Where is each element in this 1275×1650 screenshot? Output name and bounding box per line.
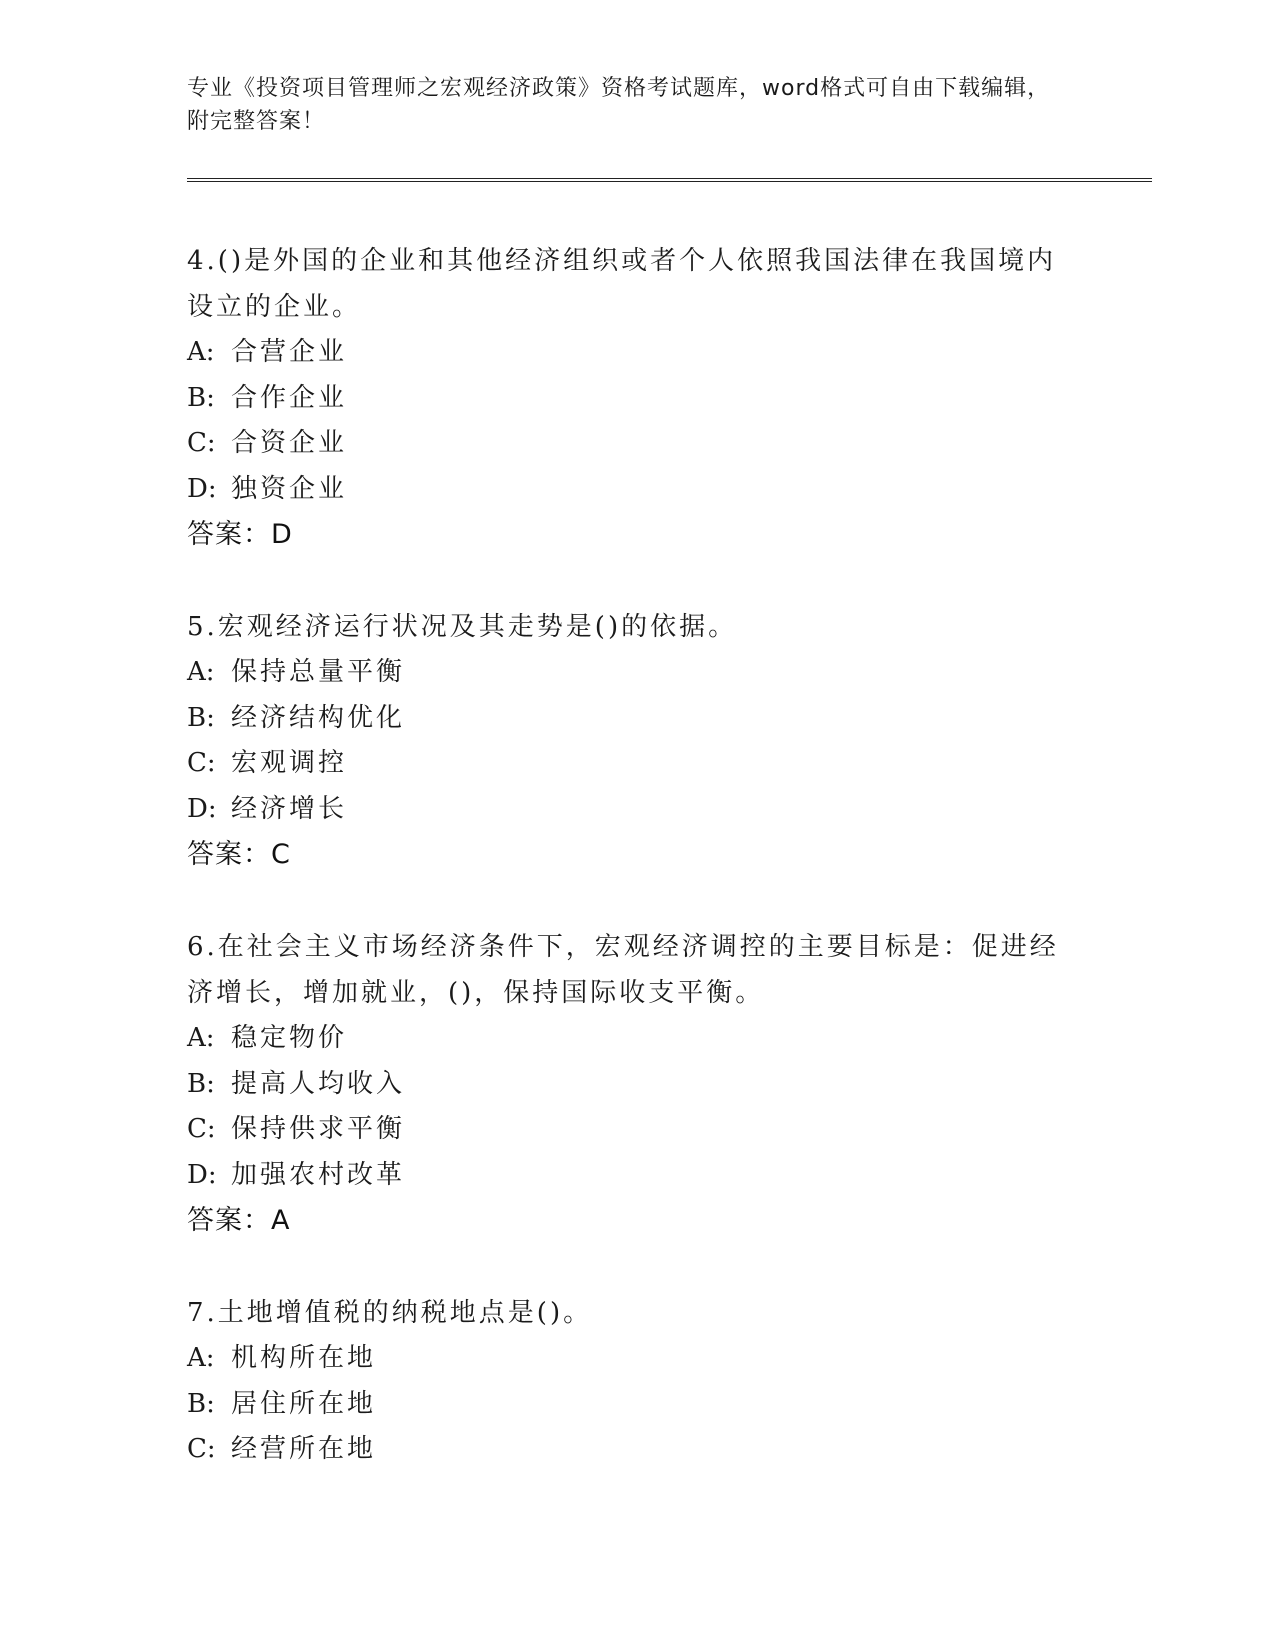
option-b	[187, 376, 1152, 422]
option-letter: C:	[187, 748, 216, 778]
question-5	[187, 604, 1152, 878]
option-letter: B:	[187, 1388, 215, 1419]
document-page	[187, 72, 1152, 1519]
option-text: 加强农村改革	[231, 1159, 406, 1190]
option-letter: C:	[187, 1434, 216, 1464]
question-6	[187, 924, 1152, 1244]
option-text: 保持供求平衡	[231, 1114, 406, 1144]
option-letter: D:	[187, 793, 217, 824]
question-stem: 7.土地增值税的纳税地点是()。	[187, 1298, 593, 1328]
option-b	[187, 696, 1152, 742]
option-text: 经济结构优化	[231, 702, 406, 733]
option-letter: A:	[187, 1343, 215, 1373]
option-c	[187, 741, 1152, 787]
option-text: 机构所在地	[231, 1343, 377, 1373]
option-letter: B:	[187, 382, 215, 413]
option-letter: A:	[187, 337, 215, 367]
option-d	[187, 467, 1152, 513]
option-letter: B:	[187, 1068, 215, 1099]
option-letter: C:	[187, 428, 216, 458]
option-letter: D:	[187, 473, 217, 504]
option-letter: D:	[187, 1159, 217, 1190]
option-b	[187, 1062, 1152, 1108]
answer-line: 答案：D	[187, 519, 293, 550]
option-c	[187, 1107, 1152, 1153]
option-d	[187, 787, 1152, 833]
header-divider	[187, 178, 1152, 182]
document-header: 专业《投资项目管理师之宏观经济政策》资格考试题库，word格式可自由下载编辑，附完整答案！	[187, 76, 1051, 134]
option-text: 经营所在地	[231, 1434, 377, 1464]
question-7	[187, 1290, 1152, 1473]
option-c	[187, 1427, 1152, 1473]
option-text: 独资企业	[231, 473, 348, 504]
option-b	[187, 1382, 1152, 1428]
question-stem: 6.在社会主义市场经济条件下，宏观经济调控的主要目标是：促进经济增长，增加就业，()，保持国际收支平衡。	[187, 932, 1059, 1008]
option-a	[187, 1336, 1152, 1382]
question-list	[187, 238, 1152, 1473]
option-letter: A:	[187, 657, 215, 687]
question-stem: 5.宏观经济运行状况及其走势是()的依据。	[187, 612, 738, 642]
option-text: 保持总量平衡	[231, 657, 406, 687]
option-letter: C:	[187, 1114, 216, 1144]
option-letter: A:	[187, 1023, 215, 1053]
option-letter: B:	[187, 702, 215, 733]
answer-line: 答案：C	[187, 839, 291, 870]
option-text: 合资企业	[231, 428, 348, 458]
option-a	[187, 330, 1152, 376]
option-a	[187, 1016, 1152, 1062]
answer-line: 答案：A	[187, 1205, 291, 1236]
option-c	[187, 421, 1152, 467]
question-4	[187, 238, 1152, 558]
option-text: 提高人均收入	[231, 1068, 406, 1099]
option-text: 合营企业	[231, 337, 348, 367]
option-text: 合作企业	[231, 382, 348, 413]
option-text: 经济增长	[231, 793, 348, 824]
question-stem: 4.()是外国的企业和其他经济组织或者个人依照我国法律在我国境内设立的企业。	[187, 246, 1057, 322]
option-text: 宏观调控	[231, 748, 348, 778]
option-text: 居住所在地	[231, 1388, 377, 1419]
option-text: 稳定物价	[231, 1023, 348, 1053]
option-a	[187, 650, 1152, 696]
option-d	[187, 1153, 1152, 1199]
